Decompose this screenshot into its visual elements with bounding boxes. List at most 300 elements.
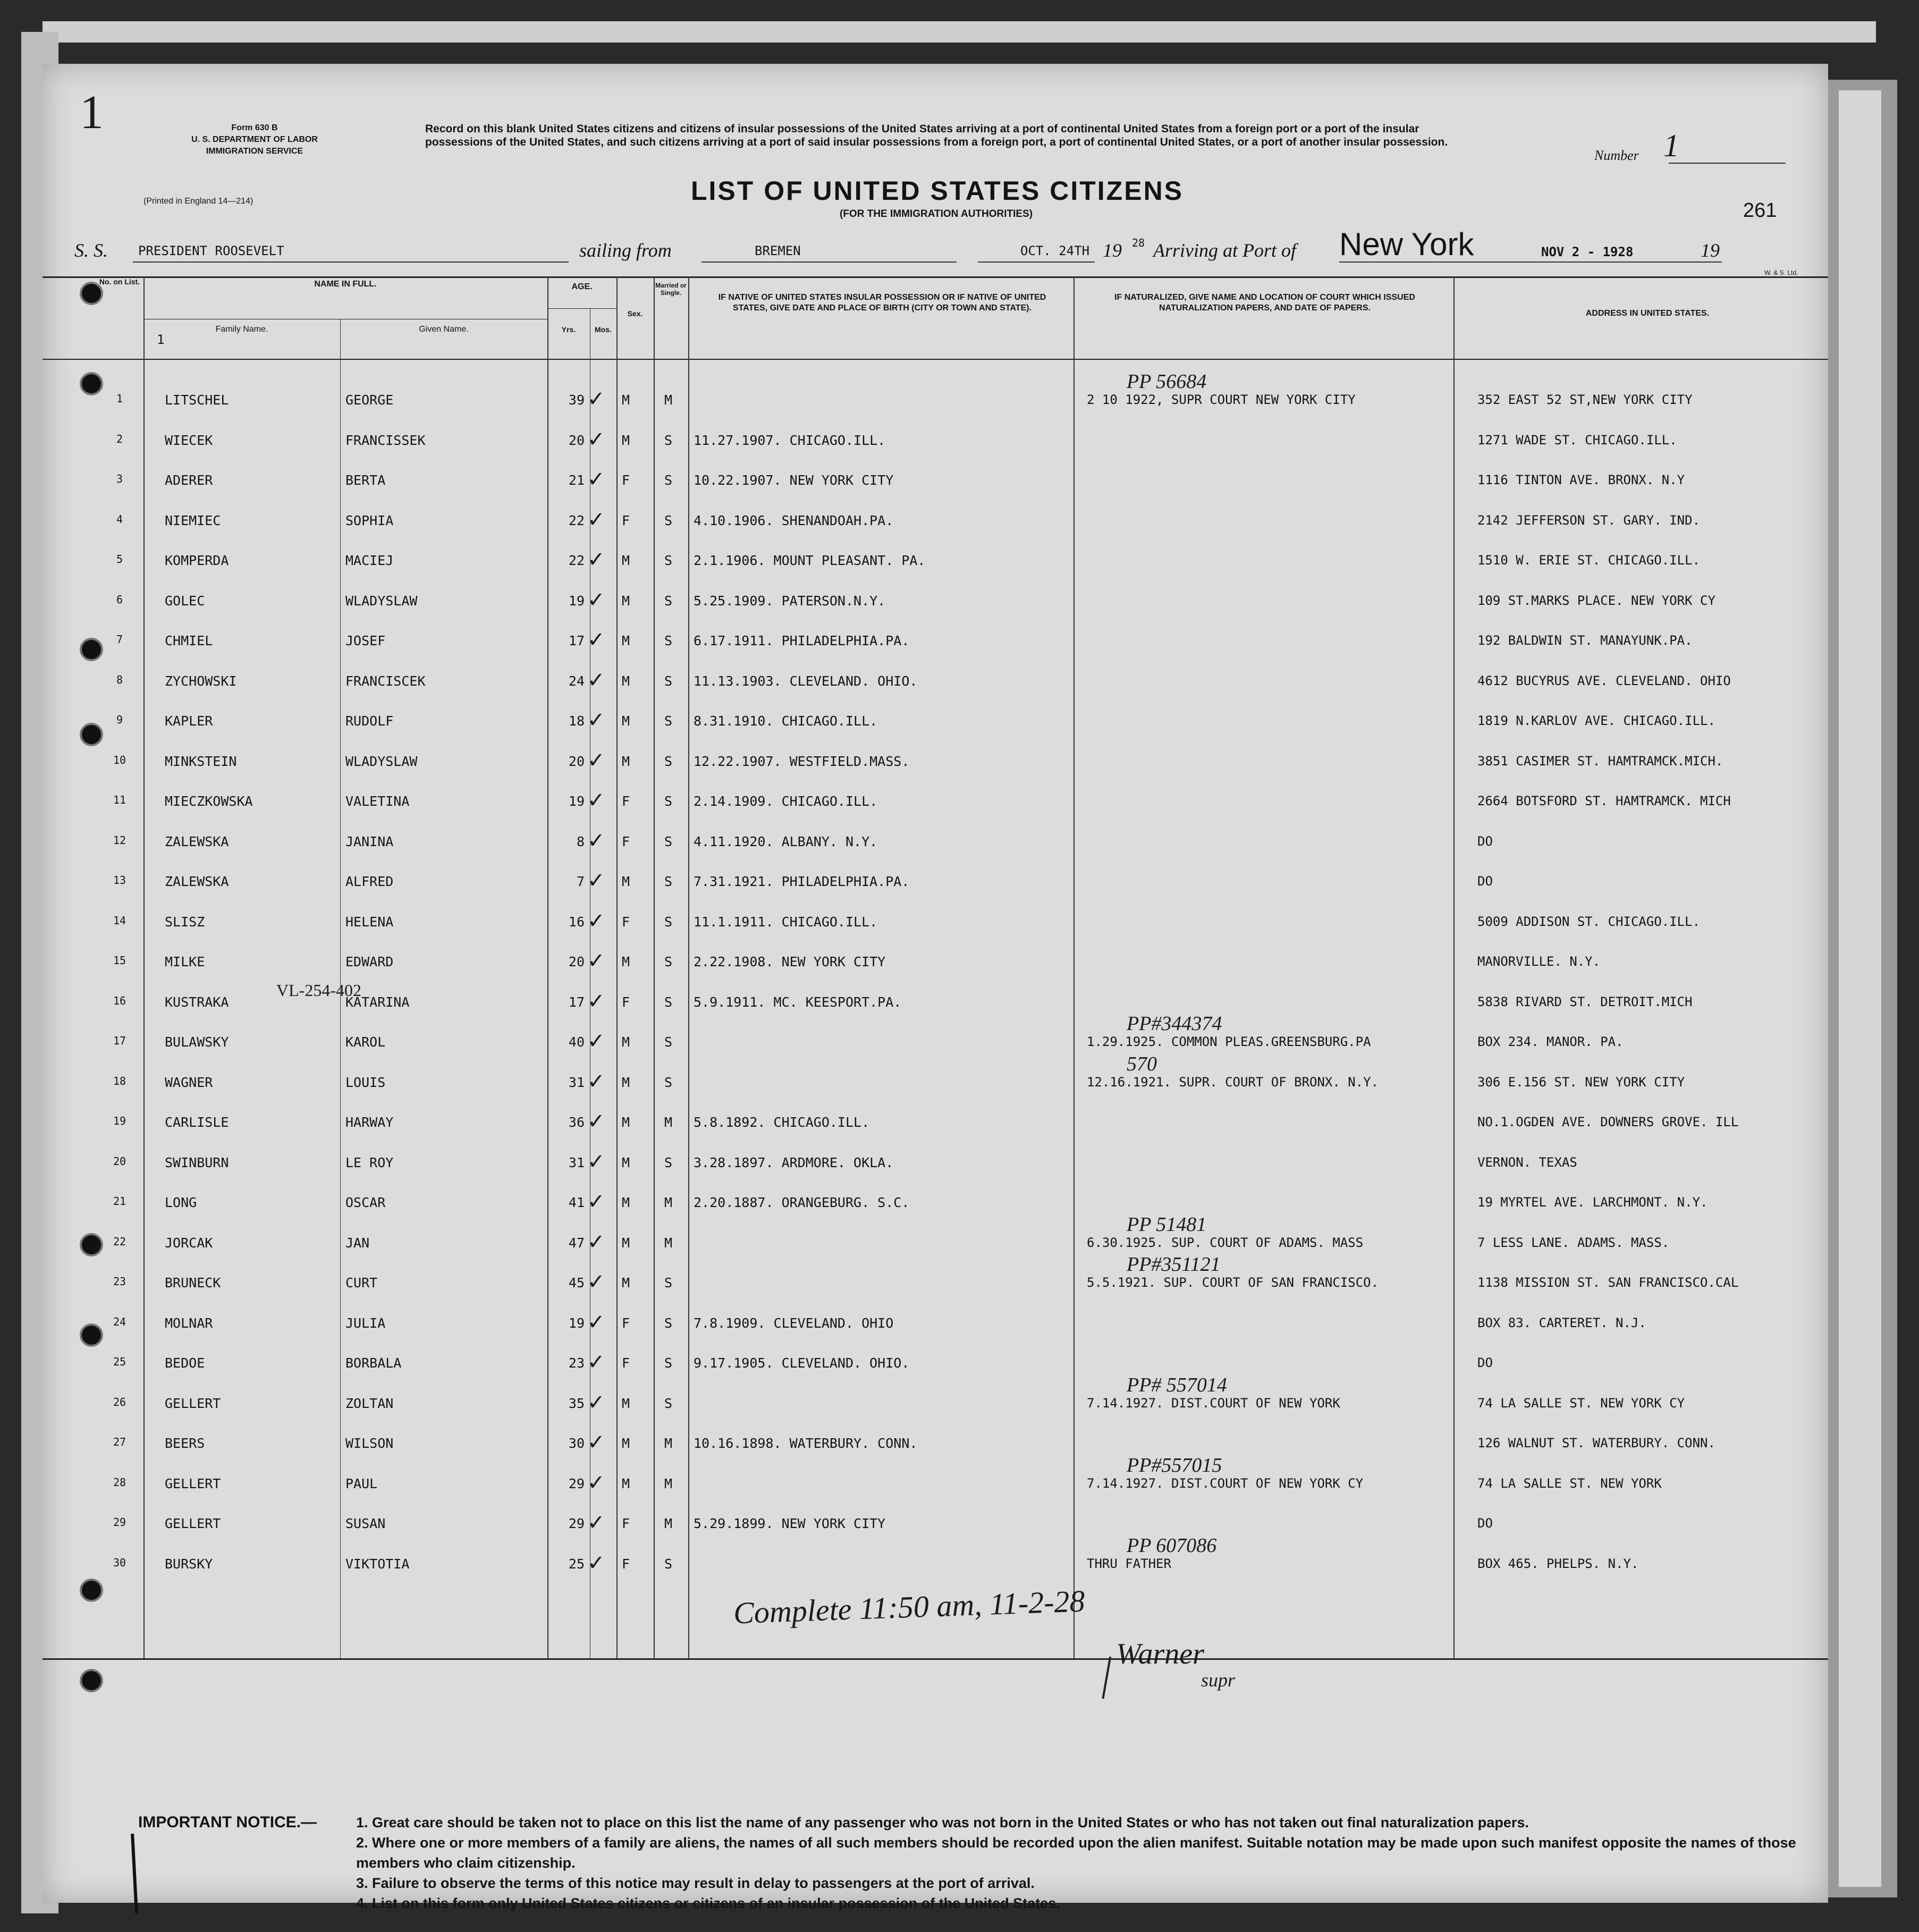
header-sex: Sex. — [627, 309, 643, 318]
header-name: NAME IN FULL. — [314, 280, 377, 289]
ship-name: PRESIDENT ROOSEVELT — [138, 243, 284, 258]
row-birth-info: 8.31.1910. CHICAGO.ILL. — [694, 713, 878, 729]
row-naturalization: 6.30.1925. SUP. COURT OF ADAMS. MASS — [1087, 1235, 1364, 1250]
row-marital-status: S — [664, 673, 673, 689]
col-rule-age — [616, 276, 618, 1658]
row-age: 22 — [568, 553, 585, 568]
check-mark-icon: ✓ — [587, 668, 605, 693]
row-address: 4612 BUCYRUS AVE. CLEVELAND. OHIO — [1477, 673, 1731, 688]
row-family-name: SWINBURN — [165, 1154, 229, 1170]
col-rule-name — [547, 276, 548, 1658]
row-sex: M — [622, 1154, 630, 1170]
row-address: 5838 RIVARD ST. DETROIT.MICH — [1477, 994, 1693, 1009]
row-number: 30 — [113, 1556, 126, 1569]
row-sex: F — [622, 1516, 630, 1531]
row-family-name: BRUNECK — [165, 1275, 221, 1290]
row-marital-status: S — [664, 1315, 673, 1331]
header-mos: Mos. — [595, 325, 612, 334]
row-given-name: WILSON — [345, 1436, 394, 1451]
row-age: 23 — [568, 1355, 585, 1371]
row-address: 1819 N.KARLOV AVE. CHICAGO.ILL. — [1477, 713, 1715, 728]
row-marital-status: S — [664, 874, 673, 889]
row-sex: M — [622, 633, 630, 648]
check-mark-icon: ✓ — [587, 1511, 605, 1535]
binder-hole — [80, 723, 103, 746]
row-given-name: SUSAN — [345, 1516, 386, 1531]
row-number: 8 — [116, 673, 123, 686]
row-family-name: MIECZKOWSKA — [165, 794, 253, 809]
binder-hole — [80, 1669, 103, 1692]
row-address: 2142 JEFFERSON ST. GARY. IND. — [1477, 512, 1701, 528]
completion-note: Complete 11:50 am, 11-2-28 — [733, 1583, 1086, 1631]
row-number: 3 — [116, 473, 123, 485]
row-sex: M — [622, 954, 630, 969]
printed-note: (Printed in England 14—214) — [143, 197, 253, 206]
col-rule-sex — [654, 276, 655, 1658]
row-age: 20 — [568, 954, 585, 969]
row-birth-info: 2.20.1887. ORANGEBURG. S.C. — [694, 1195, 910, 1210]
row-marital-status: M — [664, 1475, 673, 1491]
check-mark-icon: ✓ — [587, 908, 605, 933]
check-mark-icon: ✓ — [587, 1350, 605, 1374]
row-age: 45 — [568, 1275, 585, 1290]
row-age: 17 — [568, 633, 585, 648]
row-given-name: KAROL — [345, 1034, 386, 1050]
check-mark-icon: ✓ — [587, 628, 605, 652]
row-number: 6 — [116, 593, 123, 606]
row-family-name: GELLERT — [165, 1395, 221, 1411]
row-handwritten-note: PP#344374 — [1127, 1013, 1222, 1035]
row-family-name: KAPLER — [165, 713, 213, 729]
check-mark-icon: ✓ — [587, 1270, 605, 1294]
row-marital-status: M — [664, 1195, 673, 1210]
row-handwritten-note: 570 — [1127, 1052, 1157, 1075]
row-number: 2 — [116, 432, 123, 445]
header-age: AGE. — [571, 282, 593, 291]
row-given-name: OSCAR — [345, 1195, 386, 1210]
sailing-label: sailing from — [579, 240, 672, 261]
row-marital-status: S — [664, 794, 673, 809]
row-marital-status: M — [664, 1436, 673, 1451]
row-birth-info: 5.9.1911. MC. KEESPORT.PA. — [694, 994, 902, 1010]
row-address: 3851 CASIMER ST. HAMTRAMCK.MICH. — [1477, 753, 1723, 769]
row-given-name: RUDOLF — [345, 713, 394, 729]
row-given-name: GEORGE — [345, 392, 394, 408]
row-number: 11 — [113, 794, 126, 806]
inspector-title: supr — [1201, 1669, 1236, 1691]
row-address: MANORVILLE. N.Y. — [1477, 954, 1601, 969]
check-mark-icon: ✓ — [587, 1189, 605, 1214]
row-birth-info: 11.1.1911. CHICAGO.ILL. — [694, 914, 878, 930]
signature-initial-stroke — [1102, 1657, 1132, 1702]
row-handwritten-note: PP 51481 — [1127, 1213, 1207, 1236]
year-prefix-2: 19 — [1701, 240, 1720, 261]
row-sex: F — [622, 1315, 630, 1331]
row-age: 17 — [568, 994, 585, 1010]
row-given-name: JAN — [345, 1235, 370, 1251]
row-marital-status: S — [664, 1355, 673, 1371]
row-sex: M — [622, 593, 630, 609]
row-age: 36 — [568, 1115, 585, 1130]
row-family-name: BULAWSKY — [165, 1034, 229, 1050]
row-family-name: BURSKY — [165, 1556, 213, 1572]
row-address: 19 MYRTEL AVE. LARCHMONT. N.Y. — [1477, 1195, 1708, 1210]
row-sex: M — [622, 1436, 630, 1451]
row-handwritten-note: PP#351121 — [1127, 1253, 1221, 1276]
row-number: 13 — [113, 874, 126, 887]
row-age: 31 — [568, 1154, 585, 1170]
row-marital-status: M — [664, 1235, 673, 1251]
row-naturalization: THRU FATHER — [1087, 1556, 1171, 1571]
check-mark-icon: ✓ — [587, 708, 605, 732]
row-marital-status: S — [664, 553, 673, 568]
row-age: 19 — [568, 794, 585, 809]
row-address: 1271 WADE ST. CHICAGO.ILL. — [1477, 432, 1677, 448]
form-subtitle: (FOR THE IMMIGRATION AUTHORITIES) — [840, 208, 1033, 220]
left-margin-mark: 1 — [80, 86, 104, 139]
row-sex: M — [622, 874, 630, 889]
row-family-name: GELLERT — [165, 1475, 221, 1491]
row-age: 35 — [568, 1395, 585, 1411]
departure-date: OCT. 24TH — [1020, 243, 1090, 258]
row-address: 2664 BOTSFORD ST. HAMTRAMCK. MICH — [1477, 794, 1731, 808]
row-birth-info: 5.29.1899. NEW YORK CITY — [694, 1516, 886, 1531]
row-family-name: ZALEWSKA — [165, 833, 229, 849]
col-rule-nat — [1453, 276, 1455, 1658]
row-birth-info: 2.1.1906. MOUNT PLEASANT. PA. — [694, 553, 926, 568]
row-handwritten-note: PP 56684 — [1127, 370, 1207, 393]
row-family-name: BEDOE — [165, 1355, 205, 1371]
row-family-name: CARLISLE — [165, 1115, 229, 1130]
row-birth-info: 7.8.1909. CLEVELAND. OHIO — [694, 1315, 894, 1331]
check-mark-icon: ✓ — [587, 507, 605, 532]
row-birth-info: 9.17.1905. CLEVELAND. OHIO. — [694, 1355, 910, 1371]
row-number: 17 — [113, 1034, 126, 1047]
row-given-name: LE ROY — [345, 1154, 394, 1170]
row-family-name: WAGNER — [165, 1074, 213, 1090]
row-naturalization: 7.14.1927. DIST.COURT OF NEW YORK CY — [1087, 1475, 1364, 1491]
row-birth-info: 10.16.1898. WATERBURY. CONN. — [694, 1436, 918, 1451]
row-sex: M — [622, 432, 630, 448]
row-number: 5 — [116, 553, 123, 566]
year-prefix: 19 — [1103, 240, 1122, 261]
row-address: 192 BALDWIN ST. MANAYUNK.PA. — [1477, 633, 1693, 648]
manifest-page — [43, 64, 1828, 1911]
arrival-date-stamp: NOV 2 - 1928 — [1541, 244, 1634, 259]
row-given-name: FRANCISSEK — [345, 432, 426, 448]
row-number: 9 — [116, 713, 123, 726]
check-mark-icon: ✓ — [587, 1149, 605, 1174]
row-family-name: MOLNAR — [165, 1315, 213, 1331]
header-no: No. on List. — [99, 277, 140, 286]
row-number: 18 — [113, 1074, 126, 1087]
row-family-name: ZYCHOWSKI — [165, 673, 237, 689]
row-address: 306 E.156 ST. NEW YORK CITY — [1477, 1074, 1685, 1090]
row-number: 14 — [113, 914, 126, 927]
row-family-name: NIEMIEC — [165, 512, 221, 528]
col-rule-birth — [1073, 276, 1075, 1658]
row-number: 27 — [113, 1436, 126, 1448]
row-marital-status: S — [664, 473, 673, 488]
row-marital-status: S — [664, 633, 673, 648]
row-sex: F — [622, 473, 630, 488]
row-marital-status: S — [664, 1154, 673, 1170]
row-marital-status: M — [664, 1115, 673, 1130]
row-given-name: MACIEJ — [345, 553, 394, 568]
form-department: U. S. DEPARTMENT OF LABOR — [191, 135, 318, 144]
row-family-name: KUSTRAKA — [165, 994, 229, 1010]
check-mark-icon: ✓ — [587, 1550, 605, 1575]
row-address: 1510 W. ERIE ST. CHICAGO.ILL. — [1477, 553, 1701, 568]
row-birth-info: 11.27.1907. CHICAGO.ILL. — [694, 432, 886, 448]
row-address: 1138 MISSION ST. SAN FRANCISCO.CAL — [1477, 1275, 1739, 1290]
form-service: IMMIGRATION SERVICE — [206, 147, 303, 156]
row-number: 12 — [113, 833, 126, 847]
port-from-underline — [701, 261, 957, 263]
row-address: 7 LESS LANE. ADAMS. MASS. — [1477, 1235, 1670, 1250]
row-address: BOX 83. CARTERET. N.J. — [1477, 1315, 1646, 1330]
row-handwritten-note: PP 607086 — [1127, 1534, 1217, 1557]
row-sex: M — [622, 1115, 630, 1130]
header-bottom-rule — [43, 359, 1828, 360]
header-yrs: Yrs. — [561, 325, 576, 334]
row-sex: M — [622, 1475, 630, 1491]
row-family-name: WIECEK — [165, 432, 213, 448]
binder-hole — [80, 1233, 103, 1256]
form-id-block — [191, 122, 318, 157]
check-mark-icon: ✓ — [587, 828, 605, 853]
row-age: 40 — [568, 1034, 585, 1050]
header-family: Family Name. — [215, 325, 268, 334]
row-birth-info: 11.13.1903. CLEVELAND. OHIO. — [694, 673, 918, 689]
row-marital-status: S — [664, 914, 673, 930]
row-marital-status: S — [664, 1395, 673, 1411]
row-given-name: VIKTOTIA — [345, 1556, 410, 1572]
row-family-name: LITSCHEL — [165, 392, 229, 408]
row-sex: M — [622, 1235, 630, 1251]
row-number: 16 — [113, 994, 126, 1007]
row-birth-info: 12.22.1907. WESTFIELD.MASS. — [694, 753, 910, 769]
row-birth-info: 5.25.1909. PATERSON.N.Y. — [694, 593, 886, 609]
check-mark-icon: ✓ — [587, 989, 605, 1014]
check-mark-icon: ✓ — [587, 387, 605, 411]
row-number: 21 — [113, 1195, 126, 1208]
notice-label: IMPORTANT NOTICE.— — [138, 1813, 317, 1831]
row-number: 10 — [113, 753, 126, 766]
row-marital-status: S — [664, 1074, 673, 1090]
row-marital-status: S — [664, 593, 673, 609]
row-family-name: BEERS — [165, 1436, 205, 1451]
row-sex: M — [622, 553, 630, 568]
row-marital-status: S — [664, 994, 673, 1010]
row-address: DO — [1477, 1355, 1493, 1370]
row-given-name: ZOLTAN — [345, 1395, 394, 1411]
row-marital-status: S — [664, 432, 673, 448]
row-given-name: WLADYSLAW — [345, 753, 418, 769]
row-naturalization: 2 10 1922, SUPR COURT NEW YORK CITY — [1087, 392, 1356, 407]
row-sex: M — [622, 1395, 630, 1411]
row-family-name: CHMIEL — [165, 633, 213, 648]
check-mark-icon: ✓ — [587, 788, 605, 813]
row-number: 24 — [113, 1315, 126, 1328]
row-family-name: KOMPERDA — [165, 553, 229, 568]
check-mark-icon: ✓ — [587, 547, 605, 572]
row-sex: F — [622, 1355, 630, 1371]
row-age: 8 — [576, 833, 585, 849]
row-number: 26 — [113, 1395, 126, 1408]
row-given-name: CURT — [345, 1275, 378, 1290]
row-age: 24 — [568, 673, 585, 689]
row-number: 23 — [113, 1275, 126, 1288]
scan-edge-top — [43, 21, 1876, 43]
row-address: 74 LA SALLE ST. NEW YORK — [1477, 1475, 1662, 1491]
row-marital-status: S — [664, 833, 673, 849]
row-sex: F — [622, 512, 630, 528]
binder-hole — [80, 1579, 103, 1602]
printer-mark: W. & S. Ltd. — [1764, 269, 1798, 276]
row-address: 74 LA SALLE ST. NEW YORK CY — [1477, 1395, 1685, 1411]
header-given: Given Name. — [419, 325, 469, 334]
row-number: 20 — [113, 1154, 126, 1168]
check-mark-icon: ✓ — [587, 1470, 605, 1495]
row-marital-status: S — [664, 1275, 673, 1290]
row-age: 16 — [568, 914, 585, 930]
row-given-name: JULIA — [345, 1315, 386, 1331]
row-given-name: LOUIS — [345, 1074, 386, 1090]
check-mark-icon: ✓ — [587, 467, 605, 492]
row-birth-info: 2.14.1909. CHICAGO.ILL. — [694, 794, 878, 809]
check-mark-icon: ✓ — [587, 1229, 605, 1254]
age-subheader-rule — [547, 308, 616, 309]
row-sex: M — [622, 392, 630, 408]
arriving-label: Arriving at Port of — [1153, 240, 1296, 261]
row-number: 28 — [113, 1475, 126, 1489]
row-address: 5009 ADDISON ST. CHICAGO.ILL. — [1477, 914, 1701, 929]
binder-hole — [80, 372, 103, 395]
check-mark-icon: ✓ — [587, 587, 605, 612]
col-rule-ms — [688, 276, 689, 1658]
check-mark-icon: ✓ — [587, 1430, 605, 1455]
header-list-mark: 1 — [157, 332, 165, 347]
row-age: 22 — [568, 512, 585, 528]
row-number: 29 — [113, 1516, 126, 1529]
form-title: LIST OF UNITED STATES CITIZENS — [691, 176, 1184, 206]
row-birth-info: 6.17.1911. PHILADELPHIA.PA. — [694, 633, 910, 648]
row-age: 47 — [568, 1235, 585, 1251]
row-address: DO — [1477, 1516, 1493, 1531]
row-marital-status: M — [664, 392, 673, 408]
row-given-name: HARWAY — [345, 1115, 394, 1130]
header-naturalized: IF NATURALIZED, GIVE NAME AND LOCATION OF COURT WHICH ISSUED NATURALIZATION PAPERS, AND DATE OF PAPERS. — [1114, 293, 1415, 313]
ship-underline — [133, 261, 569, 263]
row-age: 20 — [568, 753, 585, 769]
row-birth-info: 4.11.1920. ALBANY. N.Y. — [694, 833, 878, 849]
row-family-name: MINKSTEIN — [165, 753, 237, 769]
row-age: 29 — [568, 1516, 585, 1531]
notice-item-2: 2. Where one or more members of a family are aliens, the names of all such members should be recorded upon the alien manifest. Suitable notation may be made upon such manifest opposite the names of those members who claim citizenship. — [356, 1835, 1796, 1871]
check-mark-icon: ✓ — [587, 1109, 605, 1134]
row-age: 39 — [568, 392, 585, 408]
row-address: 126 WALNUT ST. WATERBURY. CONN. — [1477, 1436, 1715, 1450]
inspector-signature: Warner — [1116, 1638, 1204, 1671]
row-naturalization: 7.14.1927. DIST.COURT OF NEW YORK — [1087, 1395, 1340, 1411]
row-birth-info: 7.31.1921. PHILADELPHIA.PA. — [694, 874, 910, 889]
row-sex: F — [622, 994, 630, 1010]
check-mark-icon: ✓ — [587, 1310, 605, 1335]
row-given-name: VALETINA — [345, 794, 410, 809]
row-given-name: JOSEF — [345, 633, 386, 648]
row-family-name: MILKE — [165, 954, 205, 969]
row-number: 4 — [116, 512, 123, 526]
row-given-name: JANINA — [345, 833, 394, 849]
row-address: BOX 234. MANOR. PA. — [1477, 1034, 1624, 1049]
row-birth-info: 10.22.1907. NEW YORK CITY — [694, 473, 894, 488]
row-given-name: SOPHIA — [345, 512, 394, 528]
table-top-rule — [43, 276, 1828, 278]
row-address: BOX 465. PHELPS. N.Y. — [1477, 1556, 1639, 1571]
row-number: 22 — [113, 1235, 126, 1248]
row-age: 30 — [568, 1436, 585, 1451]
handwritten-page-number: 261 — [1743, 199, 1777, 222]
row-sex: F — [622, 914, 630, 930]
row-age: 21 — [568, 473, 585, 488]
check-mark-icon: ✓ — [587, 1069, 605, 1094]
row-family-name: ADERER — [165, 473, 213, 488]
row-birth-info: 3.28.1897. ARDMORE. OKLA. — [694, 1154, 894, 1170]
row-number: 1 — [116, 392, 123, 405]
row-number: 7 — [116, 633, 123, 646]
number-value: 1 — [1663, 128, 1679, 163]
header-native: IF NATIVE OF UNITED STATES INSULAR POSSESSION OR IF NATIVE OF UNITED STATES, GIVE DATE AND PLACE OF BIRTH (CITY OR TOWN AND STATE). — [718, 293, 1046, 313]
row-sex: F — [622, 1556, 630, 1572]
row-marital-status: S — [664, 1034, 673, 1050]
kustraka-handwritten-note: VL-254-402 — [276, 981, 361, 1000]
check-mark-icon: ✓ — [587, 1390, 605, 1415]
row-address: 352 EAST 52 ST,NEW YORK CITY — [1477, 392, 1693, 407]
row-marital-status: S — [664, 954, 673, 969]
row-age: 19 — [568, 1315, 585, 1331]
row-family-name: JORCAK — [165, 1235, 213, 1251]
row-number: 15 — [113, 954, 126, 967]
row-address: 109 ST.MARKS PLACE. NEW YORK CY — [1477, 593, 1715, 608]
notice-item-4: 4. List on this form only United States citizens or citizens of an insular possession of the United States. — [356, 1895, 1060, 1911]
col-rule-no — [143, 276, 145, 1658]
row-given-name: PAUL — [345, 1475, 378, 1491]
row-given-name: BORBALA — [345, 1355, 402, 1371]
binder-hole — [80, 638, 103, 661]
row-marital-status: S — [664, 1556, 673, 1572]
row-family-name: GELLERT — [165, 1516, 221, 1531]
row-age: 7 — [576, 874, 585, 889]
table-bottom-rule — [43, 1658, 1828, 1660]
row-address: DO — [1477, 833, 1493, 849]
header-address: ADDRESS IN UNITED STATES. — [1585, 309, 1710, 318]
form-number: Form 630 B — [231, 123, 278, 132]
row-given-name: BERTA — [345, 473, 386, 488]
row-sex: M — [622, 673, 630, 689]
form-instructions: Record on this blank United States citizens and citizens of insular possessions of the United States arriving at a port of continental United States from a foreign port or a port of the insular possessions of the United States, and such citizens arriving at a port of said insular possessions from a foreign port, a port of continental United States, or a port of another insular possession. — [425, 123, 1448, 148]
row-address: VERNON. TEXAS — [1477, 1154, 1577, 1170]
row-given-name: FRANCISCEK — [345, 673, 426, 689]
row-birth-info: 2.22.1908. NEW YORK CITY — [694, 954, 886, 969]
row-age: 31 — [568, 1074, 585, 1090]
row-marital-status: S — [664, 713, 673, 729]
row-age: 25 — [568, 1556, 585, 1572]
row-birth-info: 5.8.1892. CHICAGO.ILL. — [694, 1115, 870, 1130]
row-age: 29 — [568, 1475, 585, 1491]
row-family-name: LONG — [165, 1195, 197, 1210]
row-age: 19 — [568, 593, 585, 609]
